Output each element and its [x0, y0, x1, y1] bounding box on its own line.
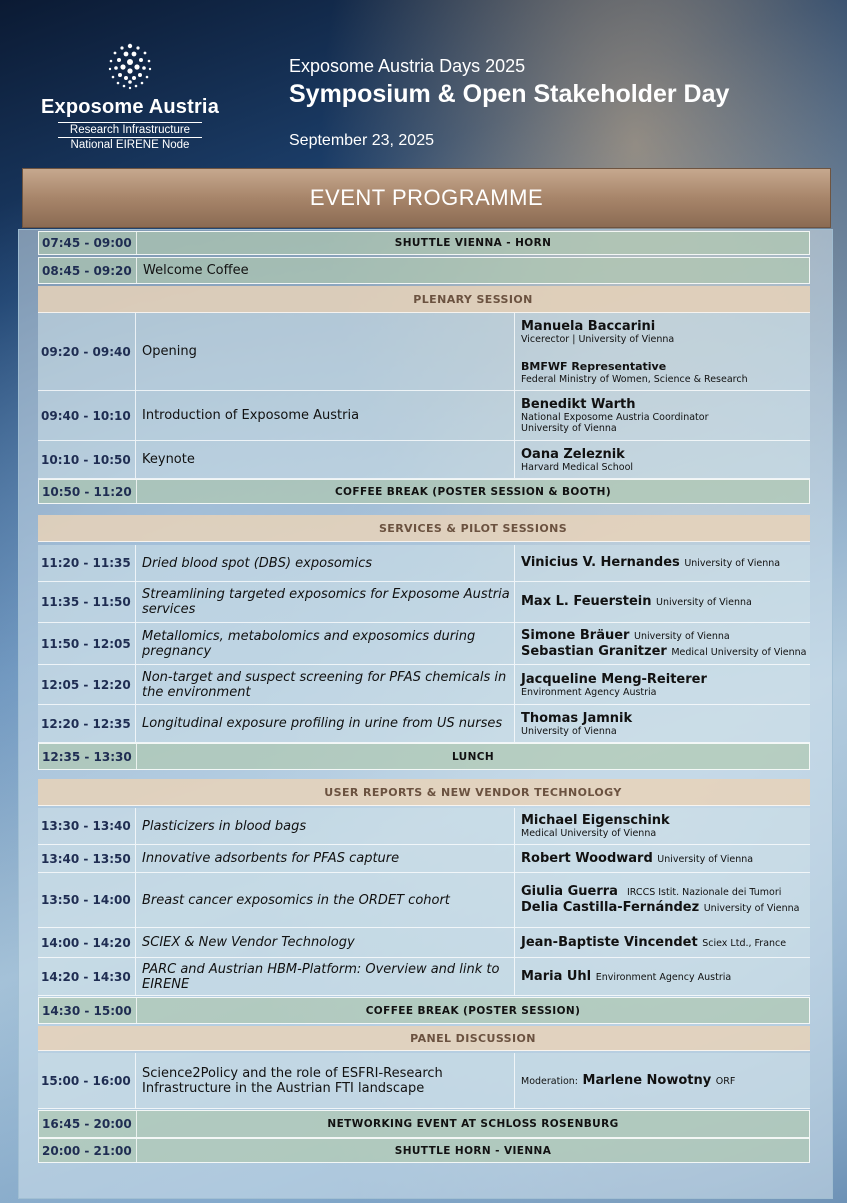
row-title: Dried blood spot (DBS) exposomics	[136, 545, 515, 581]
row-title: Non-target and suspect screening for PFAS chemicals in the environment	[136, 665, 515, 704]
speaker-name: Marlene Nowotny	[582, 1072, 712, 1088]
speaker-line	[521, 594, 752, 610]
row-time: 16:45 - 20:00	[39, 1111, 137, 1137]
speaker-line	[521, 1073, 735, 1089]
schedule-row	[38, 231, 810, 255]
row-title: PARC and Austrian HBM-Platform: Overview and link to EIRENE	[136, 958, 515, 995]
speaker-line	[521, 644, 807, 660]
speaker-affiliation: University of Vienna	[521, 423, 617, 434]
row-speakers	[515, 845, 810, 872]
schedule-row	[38, 705, 810, 743]
row-speakers	[515, 873, 810, 927]
row-label: COFFEE BREAK (POSTER SESSION & BOOTH)	[334, 485, 612, 498]
speaker-name: Manuela Baccarini	[521, 318, 656, 334]
schedule-row	[38, 441, 810, 479]
row-title: Streamlining targeted exposomics for Exposome Austria services	[136, 582, 515, 622]
schedule-row	[38, 1138, 810, 1163]
speaker-line	[521, 935, 786, 951]
row-time: 12:20 - 12:35	[38, 705, 136, 742]
section-label: PANEL DISCUSSION	[410, 1031, 536, 1045]
schedule-row	[38, 623, 810, 665]
row-speakers	[515, 391, 810, 440]
speaker-name: Jacqueline Meng-Reiterer	[521, 671, 707, 687]
row-time: 14:30 - 15:00	[39, 998, 137, 1023]
schedule-row	[38, 1053, 810, 1109]
schedule-row	[38, 313, 810, 391]
speaker-name: Robert Woodward	[521, 850, 653, 866]
row-label: LUNCH	[451, 750, 495, 763]
schedule-row	[38, 582, 810, 623]
schedule-row	[38, 665, 810, 705]
section-label: PLENARY SESSION	[413, 292, 533, 306]
speaker-affiliation: University of Vienna	[684, 558, 781, 569]
row-title: Keynote	[136, 441, 515, 478]
row-title: SCIEX & New Vendor Technology	[136, 928, 515, 957]
schedule-row	[38, 391, 810, 441]
section-label: SERVICES & PILOT SESSIONS	[378, 521, 568, 535]
row-title: Plasticizers in blood bags	[136, 808, 515, 844]
speaker-affiliation: Federal Ministry of Women, Science & Research	[521, 373, 748, 385]
speaker-affiliation: IRCCS Istit. Nazionale dei Tumori	[627, 887, 782, 898]
row-speakers	[515, 665, 810, 704]
row-title: Metallomics, metabolomics and exposomics during pregnancy	[136, 623, 515, 664]
row-speakers	[515, 808, 810, 844]
header	[0, 0, 847, 168]
schedule-row	[38, 479, 810, 504]
schedule-row	[38, 845, 810, 873]
schedule-row	[38, 257, 810, 284]
speaker-name: Michael Eigenschink	[521, 813, 670, 828]
speaker-affiliation: University of Vienna	[634, 630, 730, 642]
row-title: Opening	[136, 313, 515, 390]
logo	[30, 38, 230, 151]
row-time: 07:45 - 09:00	[39, 232, 137, 254]
logo-subtitle-2: National EIRENE Node	[70, 139, 190, 151]
row-time: 13:30 - 13:40	[38, 808, 136, 844]
speaker-affiliation: Medical University of Vienna	[671, 646, 807, 658]
schedule-row	[38, 1110, 810, 1138]
speaker-name: Oana Zeleznik	[521, 446, 625, 462]
section-header	[38, 286, 810, 313]
row-speakers	[515, 623, 810, 664]
section-header	[38, 1026, 810, 1051]
speaker-name: Sebastian Granitzer	[521, 643, 667, 659]
speaker-affiliation: University of Vienna	[656, 597, 752, 608]
speaker-affiliation: University of Vienna	[703, 903, 800, 914]
speaker-name: Delia Castilla-Fernández	[521, 900, 700, 915]
dot-sphere-logo-icon	[102, 38, 158, 94]
schedule-row	[38, 808, 810, 845]
row-time: 11:50 - 12:05	[38, 623, 136, 664]
event-date: September 23, 2025	[289, 132, 434, 149]
row-title: Innovative adsorbents for PFAS capture	[136, 845, 515, 872]
row-speakers	[515, 545, 810, 581]
row-time: 12:05 - 12:20	[38, 665, 136, 704]
schedule-row	[38, 743, 810, 770]
speaker-line	[521, 969, 731, 985]
row-speakers	[515, 705, 810, 742]
speaker-affiliation: Environment Agency Austria	[521, 686, 657, 698]
speaker-affiliation: University of Vienna	[521, 725, 617, 737]
row-time: 09:20 - 09:40	[38, 313, 136, 390]
row-time: 14:00 - 14:20	[38, 928, 136, 957]
schedule-row	[38, 545, 810, 582]
row-label: SHUTTLE VIENNA - HORN	[394, 237, 552, 249]
schedule-row	[38, 997, 810, 1024]
row-time: 10:50 - 11:20	[39, 480, 137, 503]
section-header	[38, 779, 810, 806]
row-title: Introduction of Exposome Austria	[136, 391, 515, 440]
speaker-name: Simone Bräuer	[521, 627, 630, 643]
speaker-affiliation: Vicerector | University of Vienna	[521, 333, 675, 345]
moderation-prefix: Moderation:	[521, 1075, 579, 1087]
row-time: 09:40 - 10:10	[38, 391, 136, 440]
row-speakers	[515, 1053, 810, 1108]
event-title: Symposium & Open Stakeholder Day	[289, 80, 730, 108]
row-title: Longitudinal exposure profiling in urine from US nurses	[136, 705, 515, 742]
row-label: COFFEE BREAK (POSTER SESSION)	[365, 1004, 581, 1017]
row-speakers	[515, 313, 810, 390]
row-label: NETWORKING EVENT AT SCHLOSS ROSENBURG	[327, 1118, 619, 1130]
speaker-affiliation: Medical University of Vienna	[521, 828, 657, 839]
logo-subtitle: Research Infrastructure	[58, 122, 202, 138]
row-time: 08:45 - 09:20	[39, 258, 137, 283]
speaker-affiliation: University of Vienna	[657, 853, 754, 865]
speaker-name: Vinicius V. Hernandes	[521, 555, 680, 570]
speaker-affiliation: Harvard Medical School	[521, 461, 634, 473]
speaker-name: Giulia Guerra	[521, 884, 618, 899]
schedule-row	[38, 958, 810, 996]
section-label: USER REPORTS & NEW VENDOR TECHNOLOGY	[324, 785, 622, 799]
speaker-line	[521, 900, 799, 916]
row-time: 10:10 - 10:50	[38, 441, 136, 478]
row-time: 11:20 - 11:35	[38, 545, 136, 581]
speaker-line	[521, 851, 753, 867]
schedule-row	[38, 873, 810, 928]
speaker-line	[521, 884, 781, 900]
row-time: 11:35 - 11:50	[38, 582, 136, 622]
row-speakers	[515, 928, 810, 957]
speaker-affiliation: ORF	[715, 1075, 736, 1087]
row-title: Science2Policy and the role of ESFRI-Research Infrastructure in the Austrian FTI landscape	[136, 1053, 515, 1108]
speaker-affiliation: Environment Agency Austria	[595, 971, 732, 983]
row-title: Welcome Coffee	[143, 263, 249, 278]
section-header	[38, 515, 810, 542]
row-label: SHUTTLE HORN - VIENNA	[394, 1144, 552, 1157]
speaker-name: Maria Uhl	[521, 968, 592, 984]
row-title: Breast cancer exposomics in the ORDET cohort	[136, 873, 515, 927]
speaker-name: Max L. Feuerstein	[521, 594, 652, 609]
event-name: Exposome Austria Days 2025	[289, 56, 526, 76]
row-time: 12:35 - 13:30	[39, 744, 137, 769]
speaker-name: Jean-Baptiste Vincendet	[521, 934, 698, 950]
speaker-name: BMFWF Representative	[521, 359, 667, 373]
speaker-line	[521, 628, 730, 644]
row-speakers	[515, 958, 810, 995]
schedule-row	[38, 928, 810, 958]
row-time: 13:50 - 14:00	[38, 873, 136, 927]
speaker-name: Benedikt Warth	[521, 397, 636, 412]
row-time: 20:00 - 21:00	[39, 1139, 137, 1162]
row-time: 14:20 - 14:30	[38, 958, 136, 995]
speaker-affiliation: Sciex Ltd., France	[702, 937, 787, 949]
row-speakers	[515, 441, 810, 478]
row-time: 15:00 - 16:00	[38, 1053, 136, 1108]
row-speakers	[515, 582, 810, 622]
speaker-affiliation: National Exposome Austria Coordinator	[521, 412, 709, 423]
programme-banner: EVENT PROGRAMME	[22, 168, 831, 228]
speaker-name: Thomas Jamnik	[521, 710, 633, 726]
logo-title: Exposome Austria	[40, 96, 220, 118]
row-time: 13:40 - 13:50	[38, 845, 136, 872]
speaker-line	[521, 555, 780, 571]
